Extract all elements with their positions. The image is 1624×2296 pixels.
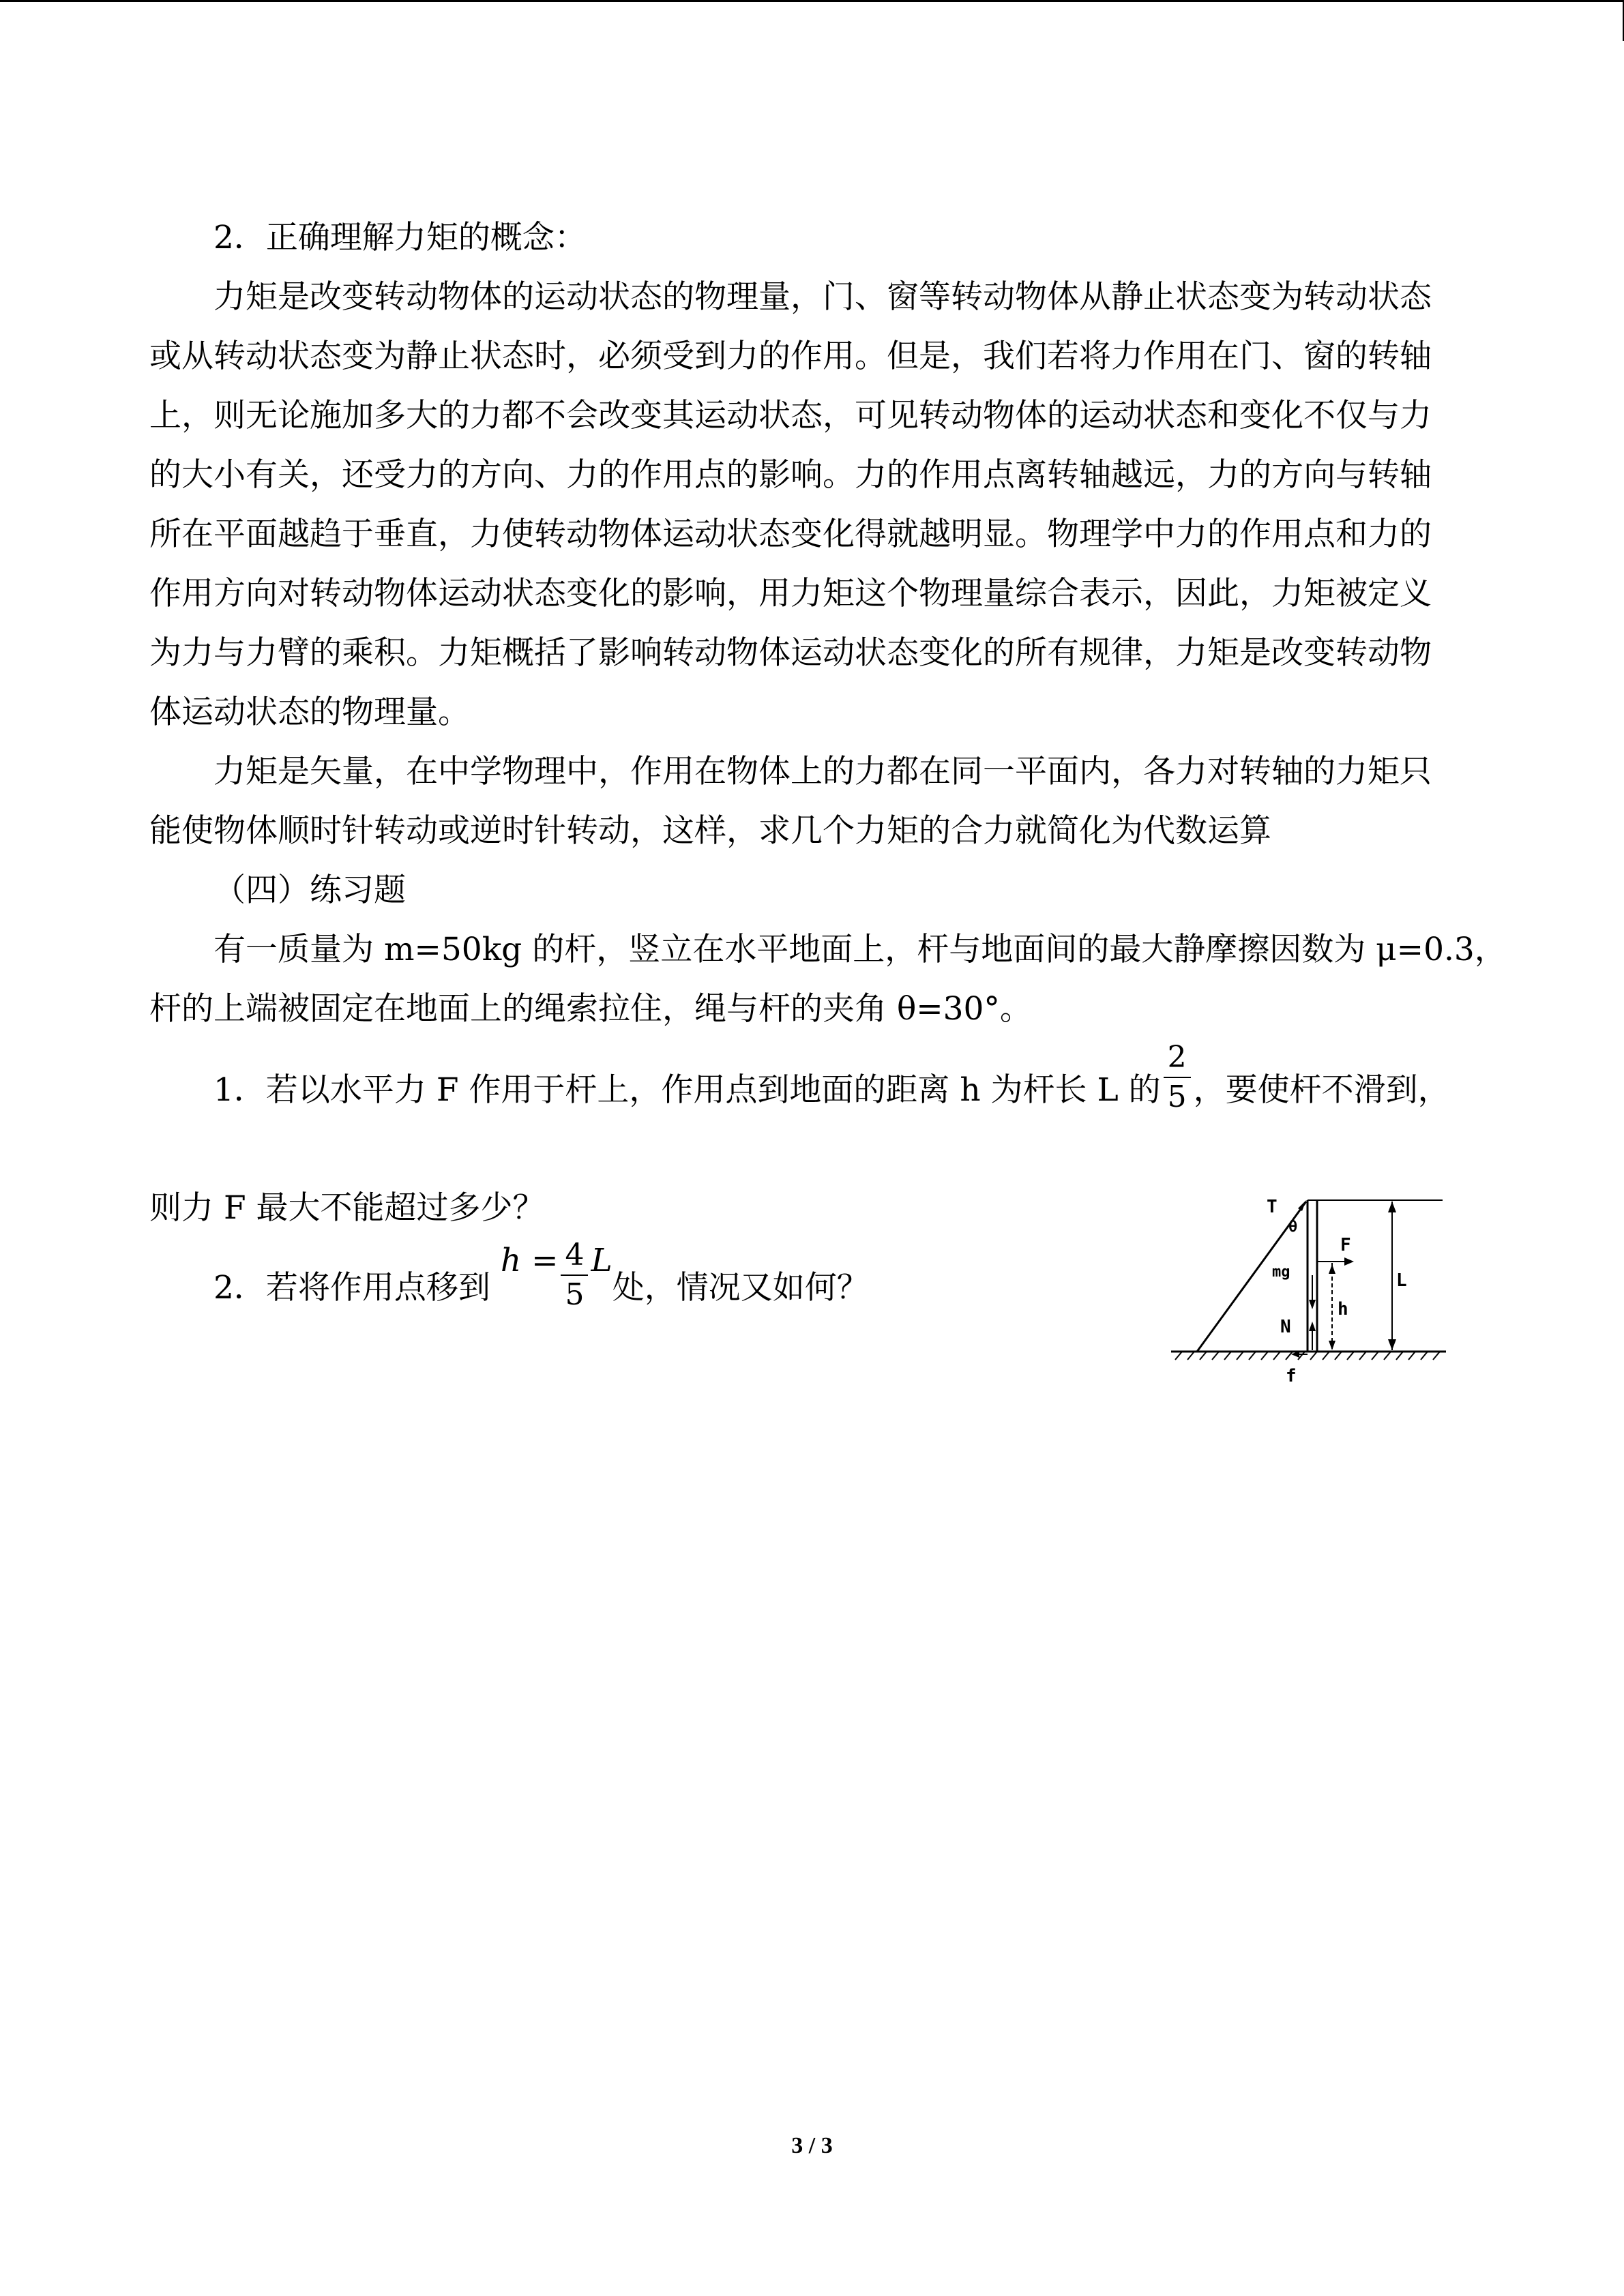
label-mg: mg bbox=[1272, 1264, 1290, 1281]
section-heading: 2．正确理解力矩的概念： bbox=[213, 219, 587, 256]
pole-force-diagram-svg bbox=[1170, 1193, 1449, 1398]
label-n: N bbox=[1280, 1317, 1291, 1337]
question-1-suffix: ，要使杆不滑到， bbox=[1193, 1071, 1450, 1109]
para2-line-2: 能使物体顺时针转动或逆时针转动，这样，求几个力矩的合力就简化为代数运算 bbox=[149, 812, 1271, 850]
normal-arrowhead bbox=[1309, 1322, 1316, 1331]
para1-line-3: 上，则无论施加多大的力都不会改变其运动状态，可见转动物体的运动状态和变化不仅与力 bbox=[149, 397, 1432, 434]
formula-L: L bbox=[591, 1242, 612, 1279]
label-t: T bbox=[1267, 1197, 1278, 1217]
para1-line-1: 力矩是改变转动物体的运动状态的物理量，门、窗等转动物体从静止状态变为转动状态 bbox=[213, 278, 1432, 316]
fraction-denominator: 5 bbox=[565, 1277, 585, 1312]
fraction-numerator: 4 bbox=[561, 1236, 588, 1276]
fraction-numerator: 2 bbox=[1164, 1039, 1191, 1078]
question-2-suffix: 处，情况又如何？ bbox=[612, 1269, 869, 1307]
length-arrow-top bbox=[1388, 1202, 1396, 1212]
exercise-heading: （四）练习题 bbox=[213, 871, 406, 909]
label-theta: θ bbox=[1288, 1219, 1298, 1236]
exercise-intro-line-2: 杆的上端被固定在地面上的绳索拉住，绳与杆的夹角 θ=30°。 bbox=[149, 990, 1032, 1028]
para1-line-5: 所在平面越趋于垂直，力使转动物体运动状态变化得就越明显。物理学中力的作用点和力的 bbox=[149, 516, 1432, 553]
force-f-arrowhead bbox=[1344, 1257, 1354, 1266]
para1-line-7: 为力与力臂的乘积。力矩概括了影响转动物体运动状态变化的所有规律，力矩是改变转动物 bbox=[149, 634, 1432, 672]
para1-line-8: 体运动状态的物理量。 bbox=[149, 694, 470, 731]
question-2-text: 2．若将作用点移到 bbox=[213, 1269, 490, 1307]
para1-line-6: 作用方向对转动物体运动状态变化的影响，用力矩这个物理量综合表示，因此，力矩被定义 bbox=[149, 575, 1432, 612]
para1-line-4: 的大小有关，还受力的方向、力的作用点的影响。力的作用点离转轴越远，力的方向与转轴 bbox=[149, 456, 1432, 494]
fraction-four-fifths bbox=[561, 1236, 588, 1314]
question-1-line-2: 则力 F 最大不能超过多少？ bbox=[149, 1189, 545, 1227]
label-f-friction: f bbox=[1286, 1366, 1297, 1386]
weight-arrowhead bbox=[1309, 1300, 1316, 1309]
ground-hatching bbox=[1175, 1352, 1440, 1360]
exercise-intro-line-1: 有一质量为 m=50kg 的杆，竖立在水平地面上，杆与地面间的最大静摩擦因数为 μ=0.3， bbox=[213, 931, 1507, 968]
question-1-text: 1．若以水平力 F 作用于杆上，作用点到地面的距离 h 为杆长 L 的 bbox=[213, 1071, 1161, 1109]
question-2-line bbox=[213, 1238, 869, 1329]
document-body bbox=[149, 208, 1507, 1039]
height-arrow-bottom bbox=[1329, 1341, 1335, 1350]
page-number: 3 / 3 bbox=[791, 2133, 833, 2158]
pole-force-diagram bbox=[1170, 1193, 1449, 1398]
label-f-force: F bbox=[1340, 1235, 1351, 1255]
formula-equals: = bbox=[531, 1242, 559, 1279]
para2-line-1: 力矩是矢量，在中学物理中，作用在物体上的力都在同一平面内，各力对转轴的力矩只 bbox=[213, 753, 1432, 790]
question-1-line-1 bbox=[213, 1040, 1450, 1131]
length-arrow-bottom bbox=[1388, 1339, 1396, 1350]
formula-h-equals bbox=[501, 1242, 559, 1279]
label-l: L bbox=[1396, 1270, 1407, 1291]
top-border bbox=[0, 0, 1624, 2]
label-h: h bbox=[1338, 1299, 1348, 1320]
fraction-two-fifths bbox=[1164, 1039, 1191, 1116]
formula-h: h bbox=[500, 1242, 522, 1279]
para1-line-2: 或从转动状态变为静止状态时，必须受到力的作用。但是，我们若将力作用在门、窗的转轴 bbox=[149, 338, 1432, 375]
fraction-denominator: 5 bbox=[1167, 1079, 1187, 1114]
height-arrow-top bbox=[1329, 1264, 1335, 1274]
